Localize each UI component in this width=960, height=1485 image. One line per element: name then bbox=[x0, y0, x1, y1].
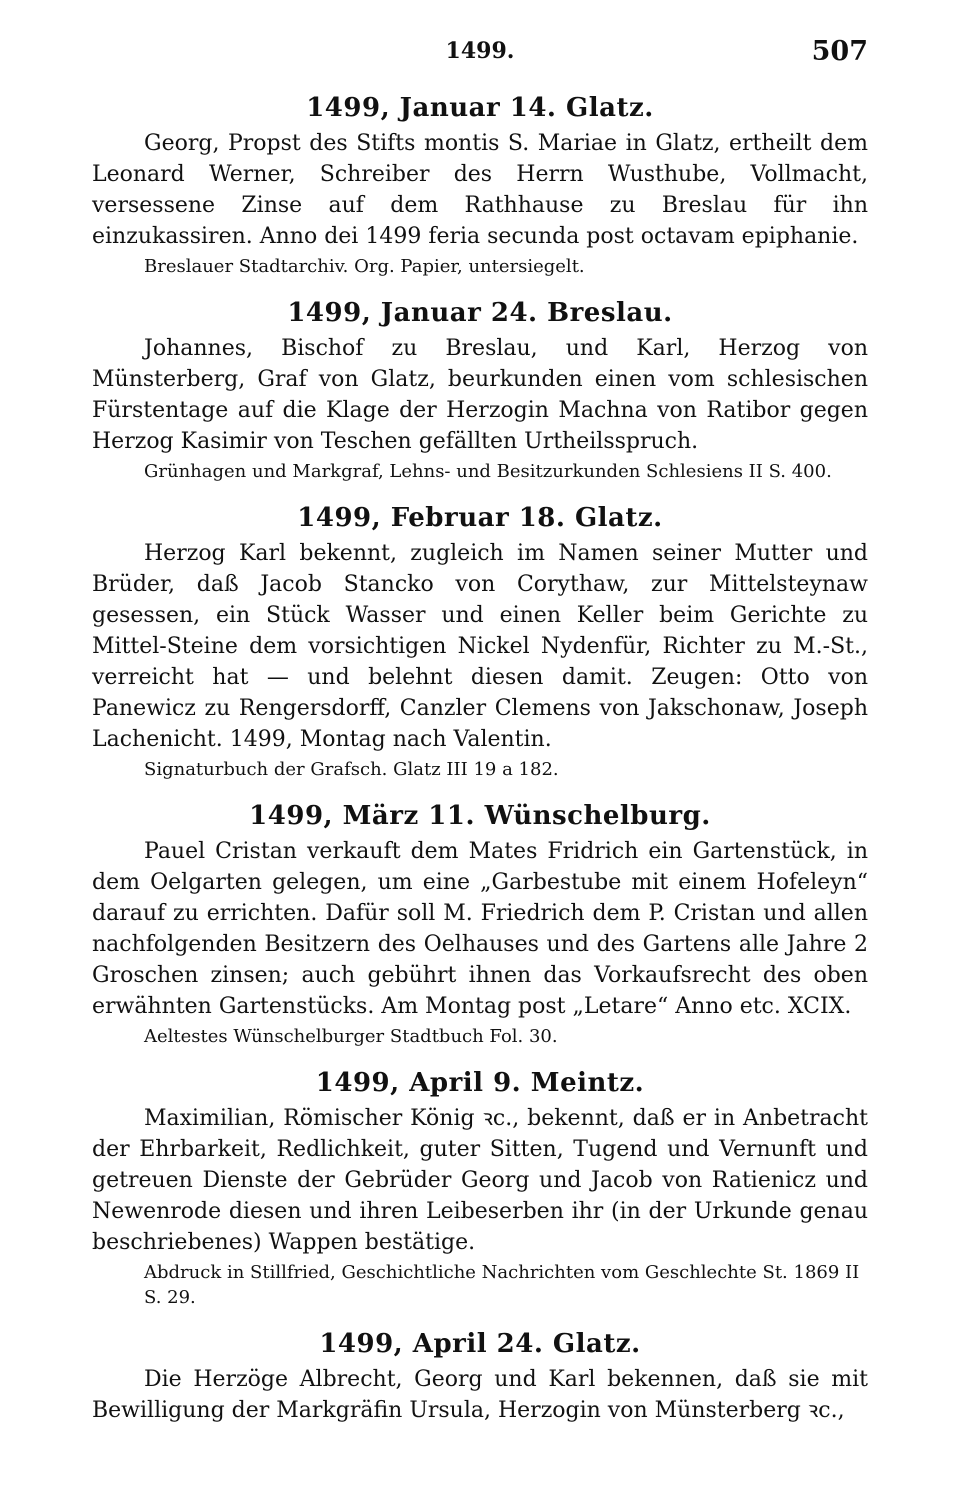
entry-heading: 1499, Februar 18. Glatz. bbox=[297, 503, 663, 533]
entry-source: Signaturbuch der Grafsch. Glatz III 19 a 182. bbox=[144, 759, 559, 780]
entry-body: Die Herzöge Albrecht, Georg und Karl bekennen, daß sie mit Bewilligung der Markgräfin Ursula, Herzogin von Münsterberg ꝛc., bbox=[92, 1367, 868, 1423]
entry-1499-april-24 bbox=[92, 1328, 868, 1426]
entry-source: Grünhagen und Markgraf, Lehns- und Besitzurkunden Schlesiens II S. 400. bbox=[144, 461, 832, 482]
entry-body: Georg, Propst des Stifts montis S. Mariae in Glatz, ertheilt dem Leonard Werner, Schreiber des Herrn Wusthube, Vollmacht, versessene Zinse auf dem Rathhause zu Breslau für ihn einzukassiren. Anno dei 1499 feria secunda post octavam epiphanie. bbox=[92, 131, 868, 249]
entry-body: Herzog Karl bekennt, zugleich im Namen seiner Mutter und Brüder, daß Jacob Stancko von Corythaw, zur Mittelsteynaw gesessen, ein Stück Wasser und einen Keller beim Gerichte zu Mittel-Steine dem vorsichtigen Nickel Nydenfür, Richter zu M.-St., verreicht hat — und belehnt diesen damit. Zeugen: Otto von Panewicz zu Rengersdorff, Canzler Clemens von Jakschonaw, Joseph Lachenicht. 1499, Montag nach Valentin. bbox=[92, 541, 868, 752]
entry-body: Pauel Cristan verkauft dem Mates Fridrich ein Gartenstück, in dem Oelgarten gelegen, um eine „Garbestube mit einem Hofeleyn“ darauf zu errichten. Dafür soll M. Friedrich dem P. Cristan und allen nachfolgenden Besitzern des Oelhauses und des Gartens alle Jahre 2 Groschen zinsen; auch gebührt ihnen das Vorkaufsrecht des oben erwähnten Gartenstücks. Am Montag post „Letare“ Anno etc. XCIX. bbox=[92, 839, 868, 1019]
entry-heading: 1499, März 11. Wünschelburg. bbox=[249, 801, 711, 831]
entry-1499-februar-18 bbox=[92, 502, 868, 782]
entry-1499-maerz-11 bbox=[92, 800, 868, 1049]
entry-body: Maximilian, Römischer König ꝛc., bekennt, daß er in Anbetracht der Ehrbarkeit, Redlichkeit, guter Sitten, Tugend und Vernunft und getreuen Dienste der Gebrüder Georg und Jacob von Ratienicz und Newenrode diesen und ihren Leibeserben ihr (in der Urkunde genau beschriebenes) Wappen bestätige. bbox=[92, 1106, 868, 1255]
entry-source: Aeltestes Wünschelburger Stadtbuch Fol. 30. bbox=[144, 1026, 558, 1047]
entry-source: Breslauer Stadtarchiv. Org. Papier, untersiegelt. bbox=[144, 256, 585, 277]
entry-body: Johannes, Bischof zu Breslau, und Karl, Herzog von Münsterberg, Graf von Glatz, beurkunden einen vom schlesischen Fürstentage auf die Klage der Herzogin Machna von Ratibor gegen Herzog Kasimir von Teschen gefällten Urtheilsspruch. bbox=[92, 336, 868, 454]
page-header bbox=[92, 30, 868, 74]
entry-1499-april-9 bbox=[92, 1067, 868, 1310]
page-number: 507 bbox=[811, 36, 868, 67]
entry-1499-januar-14 bbox=[92, 92, 868, 279]
entry-source: Abdruck in Stillfried, Geschichtliche Nachrichten vom Geschlechte St. 1869 II S. 29. bbox=[144, 1262, 860, 1308]
entry-heading: 1499, April 9. Meintz. bbox=[315, 1068, 645, 1098]
entry-heading: 1499, Januar 14. Glatz. bbox=[306, 93, 654, 123]
entry-heading: 1499, April 24. Glatz. bbox=[319, 1329, 641, 1359]
entry-1499-januar-24 bbox=[92, 297, 868, 484]
entry-heading: 1499, Januar 24. Breslau. bbox=[287, 298, 673, 328]
running-head: 1499. bbox=[445, 38, 515, 64]
